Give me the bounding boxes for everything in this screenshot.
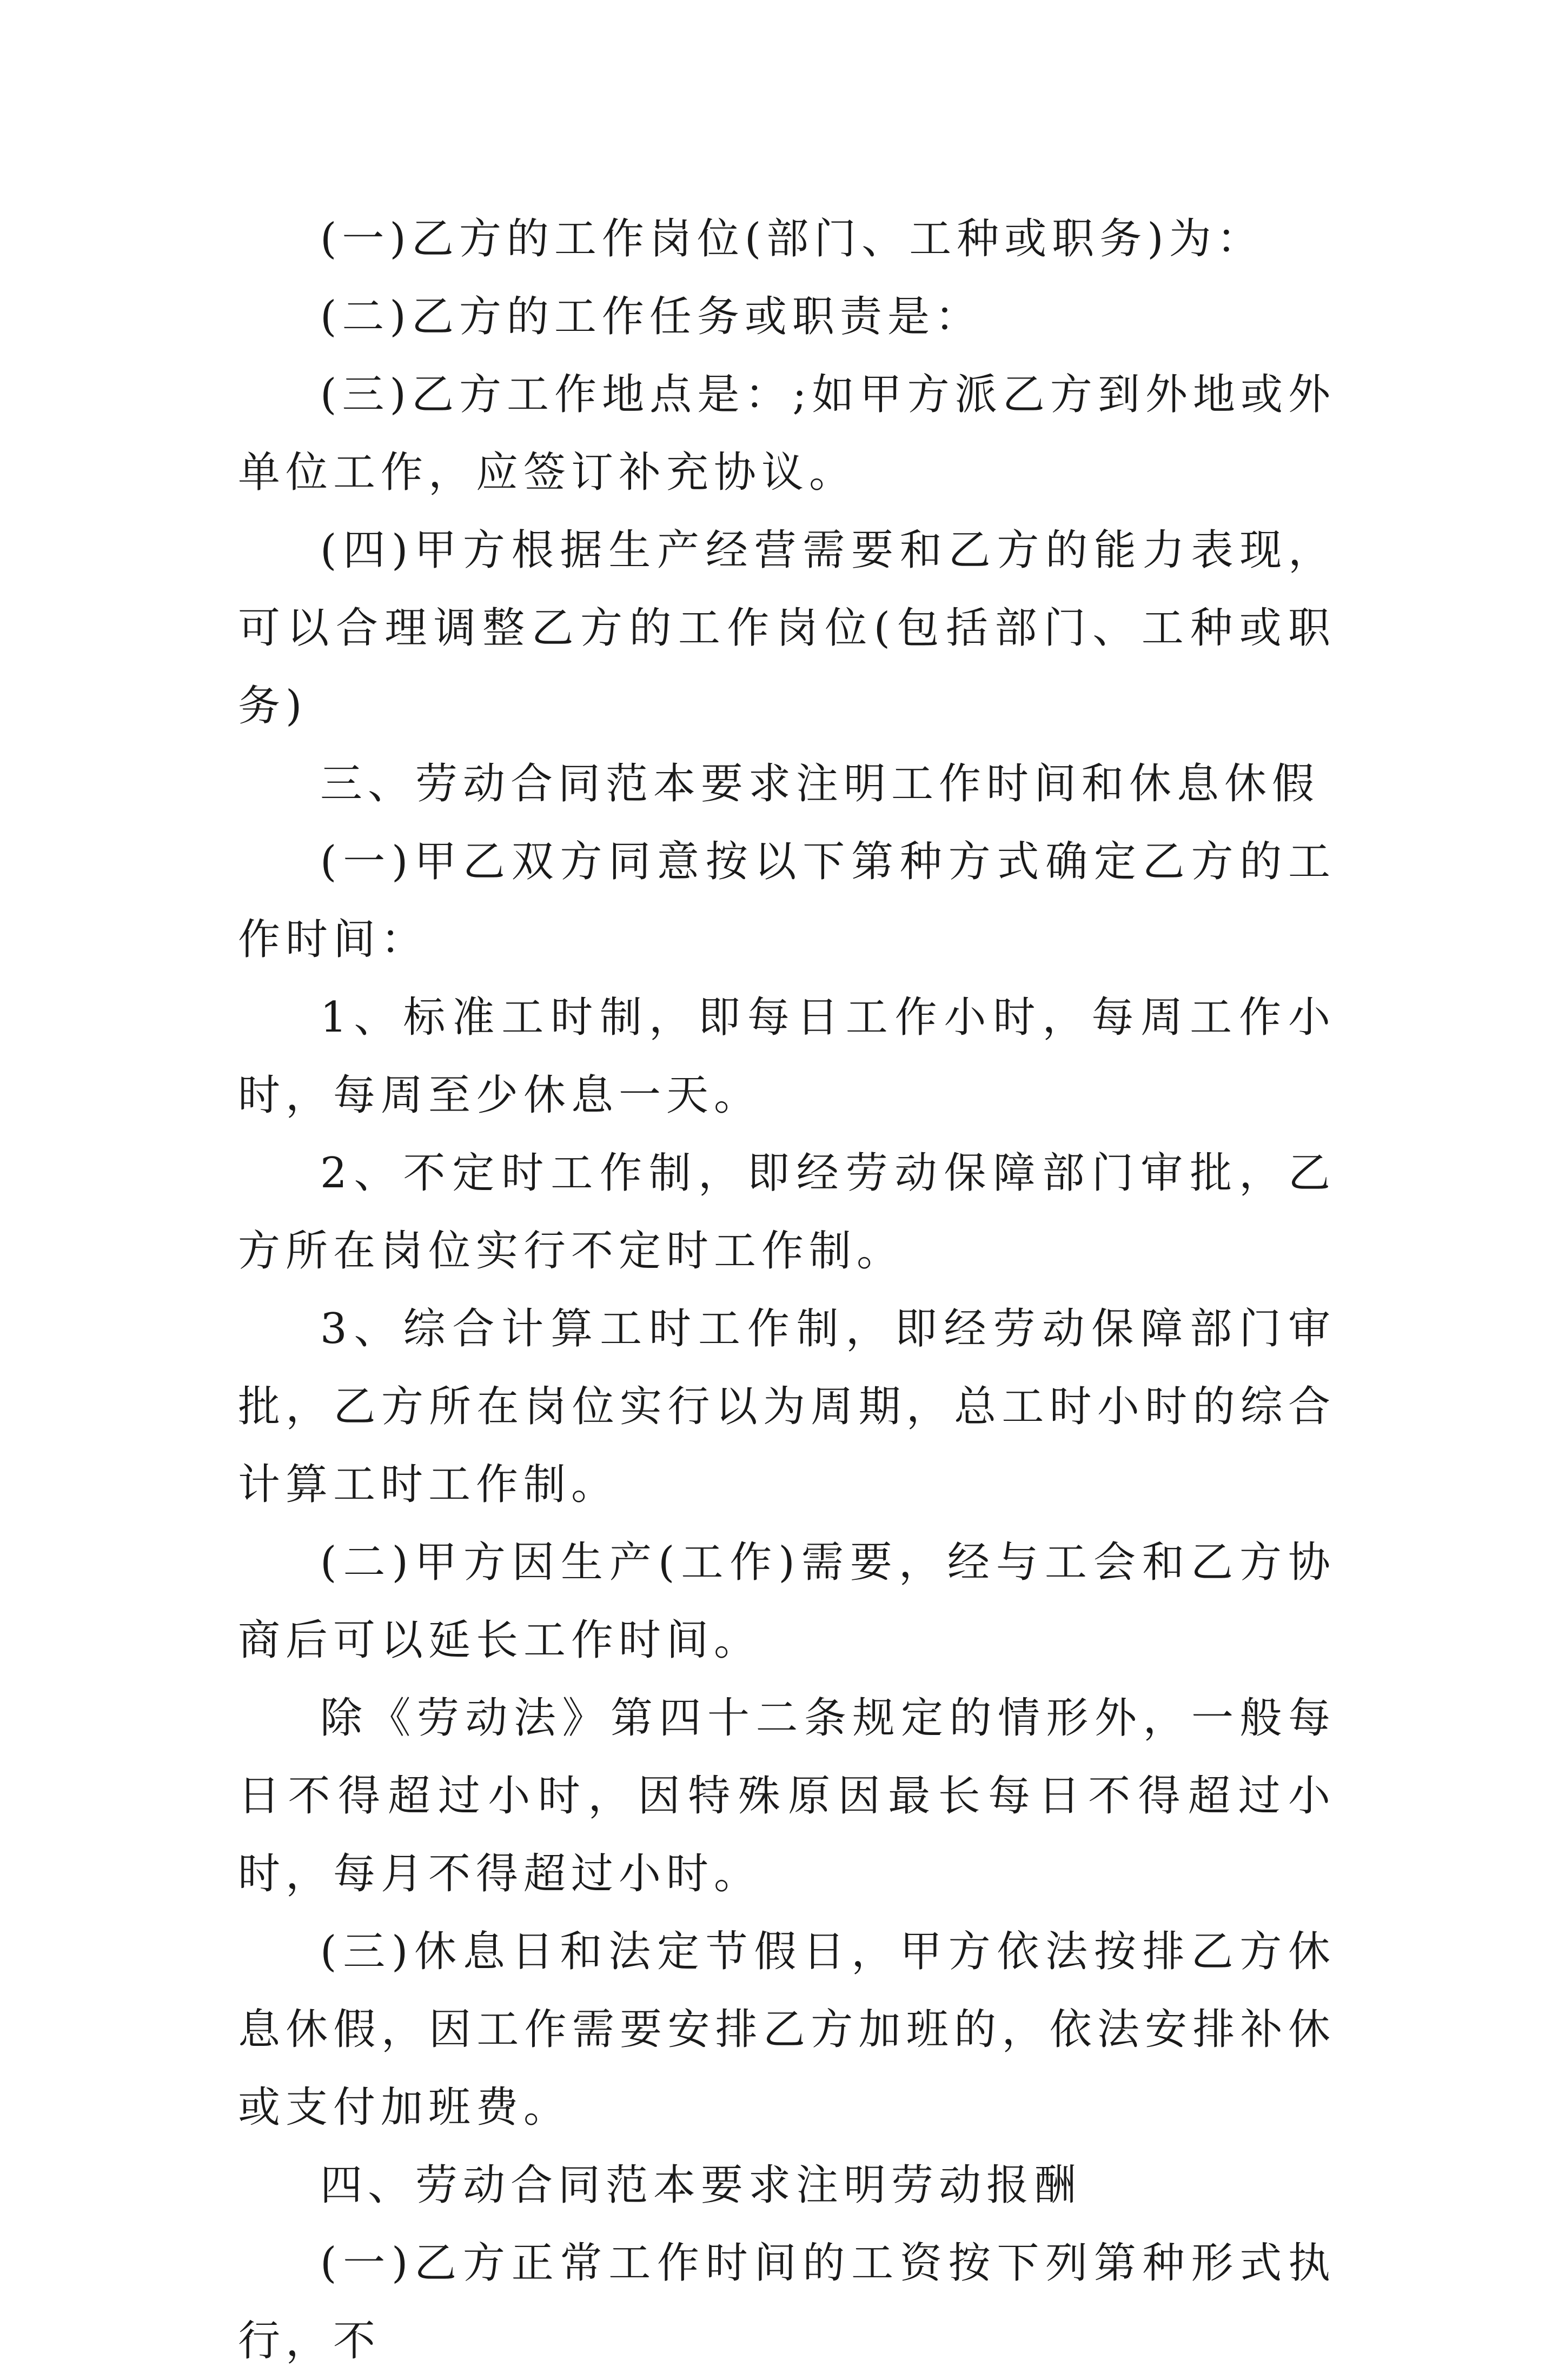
document-body	[238, 200, 1336, 2380]
paragraph: 1、标准工时制，即每日工作小时，每周工作小时，每周至少休息一天。	[238, 993, 1336, 1120]
paragraph: (一)乙方正常工作时间的工资按下列第种形式执行，不	[238, 2239, 1336, 2365]
paragraph: 除《劳动法》第四十二条规定的情形外，一般每日不得超过小时，因特殊原因最长每日不得超过小时，每月不得超过小时。	[238, 1694, 1336, 1898]
paragraph: (四)甲方根据生产经营需要和乙方的能力表现，可以合理调整乙方的工作岗位(包括部门、工种或职务)	[238, 526, 1336, 730]
paragraph: (一)乙方的工作岗位(部门、工种或职务)为：	[320, 215, 1264, 263]
paragraph: 2、不定时工作制，即经劳动保障部门审批，乙方所在岗位实行不定时工作制。	[238, 1149, 1336, 1275]
paragraph: (三)乙方工作地点是：;如甲方派乙方到外地或外单位工作，应签订补充协议。	[238, 370, 1336, 497]
paragraph: (二)甲方因生产(工作)需要，经与工会和乙方协商后可以延长工作时间。	[238, 1538, 1336, 1665]
paragraph: 3、综合计算工时工作制，即经劳动保障部门审批，乙方所在岗位实行以为周期，总工时小时的综合计算工时工作制。	[238, 1305, 1336, 1509]
paragraph: (一)甲乙双方同意按以下第种方式确定乙方的工作时间：	[238, 837, 1336, 964]
paragraph: (三)休息日和法定节假日，甲方依法按排乙方休息休假，因工作需要安排乙方加班的，依法安排补休或支付加班费。	[238, 1927, 1336, 2132]
section-heading: 三、劳动合同范本要求注明工作时间和休息休假	[320, 760, 1320, 808]
paragraph: (二)乙方的工作任务或职责是：	[320, 292, 983, 341]
section-heading: 四、劳动合同范本要求注明劳动报酬	[320, 2161, 1082, 2210]
